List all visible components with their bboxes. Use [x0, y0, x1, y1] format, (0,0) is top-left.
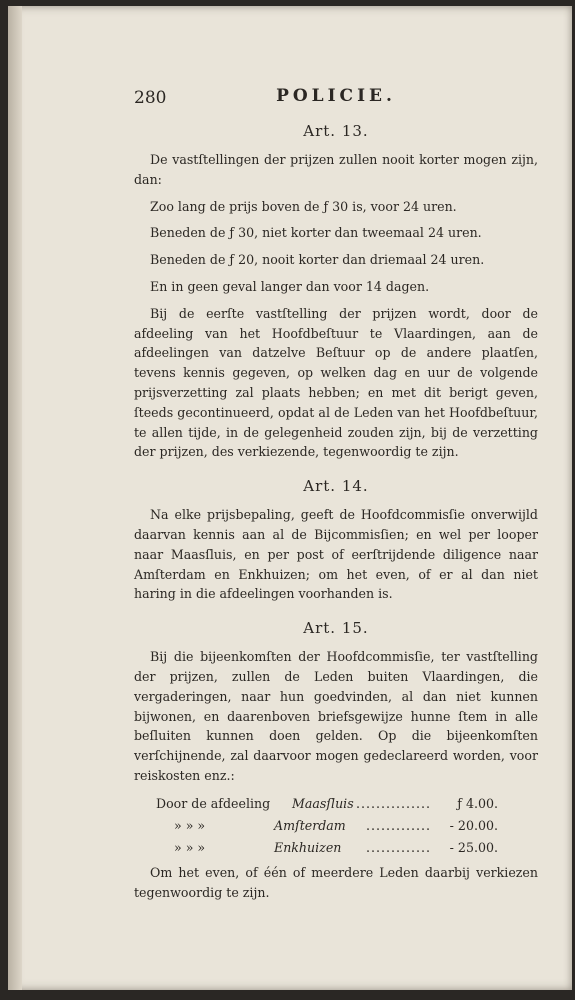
fee-row-enkhuizen — [134, 837, 538, 859]
page-text-block — [134, 86, 538, 909]
fee-label: » » » — [174, 817, 206, 833]
article-14-paragraph: Na elke prijsbepaling, geeft de Hoofdcommisſie onverwijld daarvan kennis aan al de Bijcommisſien; en wel per looper naar Maasſluis, en per post of eerſtrijdende diligence naar Amſterdam en Enkhuizen; om het even, of er al dan niet haring in die afdeelingen voorhanden is. — [134, 507, 538, 602]
article-13-rule-4: En in geen geval langer dan voor 14 dagen. — [150, 278, 430, 294]
page-number: 280 — [134, 88, 167, 108]
article-13-rule-2: Beneden de ƒ 30, niet korter dan tweemaal 24 uren. — [150, 225, 482, 241]
article-15-paragraph: Bij die bijeenkomſten der Hoofdcommisſie, ter vastſtelling der prijzen, zullen de Leden buiten Vlaardingen, die vergaderingen, naar hun goedvinden, al dan niet kunnen bijwonen, en daarenboven briefsgewijze hunne ſtem in alle beſluiten kunnen doen gelden. Op die bijeenkomſten verſchijnende, zal daarvoor mogen gedeclareerd worden, voor reiskosten enz.: — [134, 649, 538, 783]
article-14-heading: Art. 14. — [303, 477, 369, 496]
article-15-heading: Art. 15. — [303, 619, 369, 638]
running-head: POLICIE. — [276, 86, 396, 106]
article-13-intro: De vastſtellingen der prijzen zullen nooit korter mogen zijn, dan: — [134, 152, 538, 187]
article-13-heading: Art. 13. — [303, 122, 369, 140]
fee-place: Enkhuizen — [274, 839, 342, 855]
fee-place: Amſterdam — [274, 817, 346, 833]
spacer — [134, 611, 538, 619]
article-13-paragraph: Bij de eerſte vastſtelling der prijzen wordt, door de afdeeling van het Hoofdbeſtuur te Vlaardingen, aan de afdeelingen van datzelve Beſtuur op de andere plaatſen, tevens kennis gegeven, op welken dag en uur de volgende prijsverzetting zal plaats hebben; en met dit berigt geven, ſteeds gecontinueerd, opdat al de Leden van het Hoofdbeſtuur, te allen tijde, in de gelegenheid zouden zijn, bij de verzetting der prijzen, des verkiezende, tegenwoordig te zijn. — [134, 305, 538, 460]
fee-label: Door de afdeeling — [156, 795, 271, 811]
page-header — [134, 86, 538, 112]
fee-amount: - 25.00. — [449, 839, 498, 855]
fee-dots: ............. — [366, 839, 432, 855]
fee-dots: ............. — [366, 817, 432, 833]
fee-place: Maasſluis — [292, 795, 354, 811]
article-15-closing: Om het even, of één of meerdere Leden daarbij verkiezen tegenwoordig te zijn. — [134, 864, 538, 900]
fee-row-maassluis — [134, 793, 538, 815]
fee-amount: ƒ 4.00. — [457, 795, 498, 811]
page-gutter-shadow — [8, 6, 22, 990]
fee-amount: - 20.00. — [449, 817, 498, 833]
spacer — [134, 469, 538, 477]
article-13-rule-1: Zoo lang de prijs boven de ƒ 30 is, voor 24 uren. — [150, 198, 457, 214]
article-13-rule-3: Beneden de ƒ 20, nooit korter dan driemaal 24 uren. — [150, 252, 485, 268]
fee-dots: ............... — [356, 795, 432, 811]
fee-label: » » » — [174, 839, 206, 855]
fee-row-amsterdam — [134, 815, 538, 837]
